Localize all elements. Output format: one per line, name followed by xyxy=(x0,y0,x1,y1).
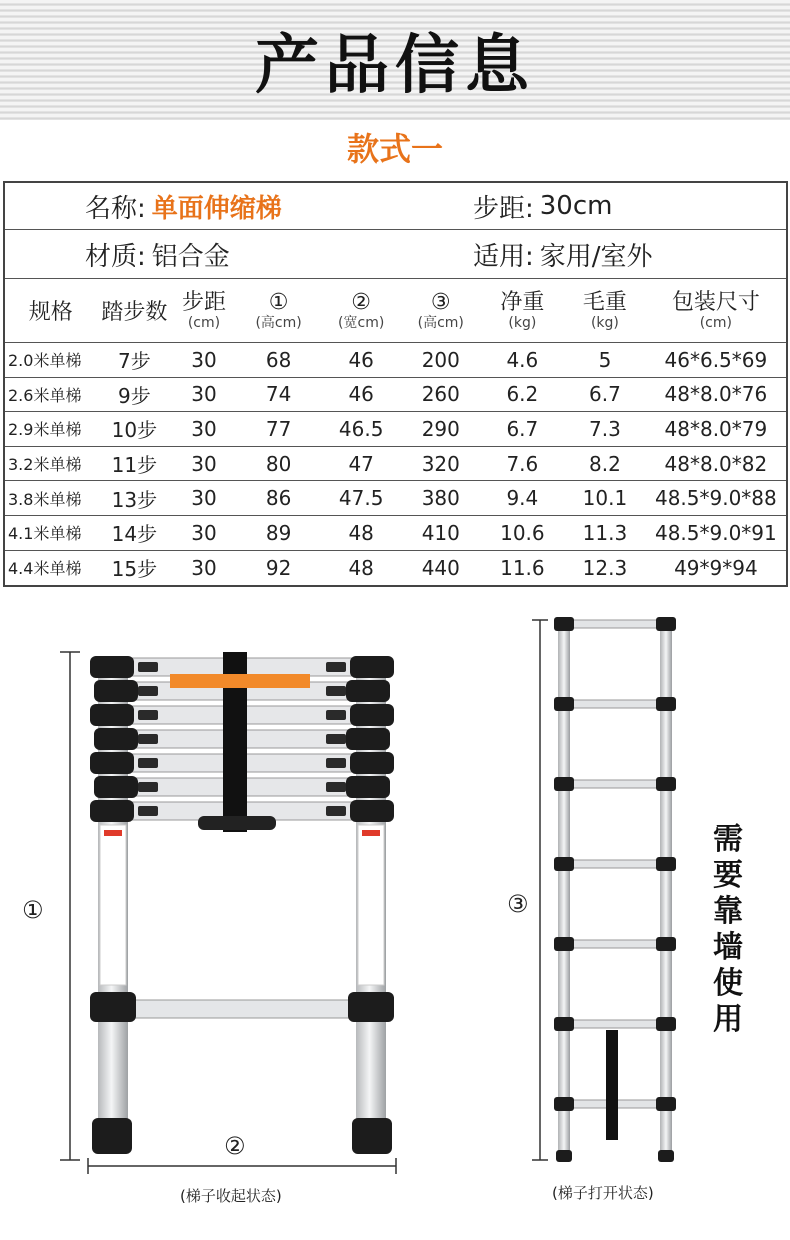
right-rung-tab xyxy=(326,806,346,816)
table-cell: 11.6 xyxy=(500,555,545,580)
table-cell: 74 xyxy=(265,382,292,407)
table-row xyxy=(5,551,786,586)
spec-header-unit: (cm) xyxy=(187,314,221,331)
open-ladder-illustration xyxy=(520,610,690,1180)
open-carry-strap xyxy=(606,1030,618,1140)
left-rung-tab xyxy=(138,734,158,744)
table-row xyxy=(5,447,786,482)
open-left-joint xyxy=(554,857,574,871)
open-left-joint xyxy=(554,1017,574,1031)
spec-header-1 xyxy=(97,279,173,342)
open-left-joint xyxy=(554,777,574,791)
table-cell: 11.3 xyxy=(582,520,628,545)
table-cell: 7.3 xyxy=(589,416,621,441)
table-cell: 2.6米单梯 xyxy=(8,385,82,405)
table-cell: 86 xyxy=(265,486,292,511)
table-cell: 5 xyxy=(598,347,612,372)
right-rung-joint xyxy=(350,800,394,822)
table-cell: 14步 xyxy=(111,522,158,547)
table-cell: 48.5*9.0*91 xyxy=(654,520,777,545)
table-cell: 7步 xyxy=(117,349,151,374)
right-label-header xyxy=(362,830,380,836)
closed-height-marker: ① xyxy=(22,896,44,924)
open-right-joint xyxy=(656,857,676,871)
spec-header-unit: (宽cm) xyxy=(338,314,385,331)
wall-note-char: 需 xyxy=(713,822,743,857)
table-cell: 30 xyxy=(191,347,217,372)
spec-header-4 xyxy=(321,279,401,342)
table-cell: 30 xyxy=(191,451,217,476)
style-title: 款式一 xyxy=(346,130,443,168)
table-cell: 48 xyxy=(348,520,374,545)
table-row xyxy=(5,481,786,516)
open-right-joint xyxy=(656,777,676,791)
left-rung-joint xyxy=(90,752,134,774)
warning-sticker xyxy=(170,674,310,688)
step-label: 步距: xyxy=(473,193,534,224)
spec-table-body xyxy=(5,343,786,585)
left-rung-joint xyxy=(90,800,134,822)
left-rung-tab xyxy=(138,782,158,792)
wall-note-char: 靠 xyxy=(713,894,743,929)
wall-note-char: 墙 xyxy=(713,930,743,965)
right-rung-joint xyxy=(346,728,390,750)
table-cell: 9.4 xyxy=(506,486,539,511)
table-cell: 11步 xyxy=(111,453,158,478)
table-cell: 12.3 xyxy=(582,555,628,580)
spec-header-main: 包装尺寸 xyxy=(671,289,760,315)
table-cell: 68 xyxy=(265,347,292,372)
right-rung-tab xyxy=(326,758,346,768)
spec-header-main: ③ xyxy=(430,289,451,315)
spec-header-main: 净重 xyxy=(500,289,545,315)
table-cell: 3.8米单梯 xyxy=(8,489,82,509)
spec-header-7 xyxy=(564,279,646,342)
table-cell: 7.6 xyxy=(506,451,539,476)
left-rung-joint xyxy=(94,680,138,702)
left-warning-label xyxy=(100,825,126,985)
left-rung-joint xyxy=(90,704,134,726)
table-cell: 8.2 xyxy=(589,451,621,476)
closed-width-marker: ② xyxy=(224,1132,246,1160)
name-value: 单面伸缩梯 xyxy=(151,193,282,224)
table-cell: 15步 xyxy=(111,557,158,582)
left-rung-tab xyxy=(138,758,158,768)
table-cell: 4.1米单梯 xyxy=(8,524,82,544)
open-right-foot xyxy=(658,1150,674,1162)
spec-header-3 xyxy=(236,279,322,342)
product-info-table xyxy=(3,181,788,587)
table-cell: 10步 xyxy=(111,418,158,443)
open-right-joint xyxy=(656,617,676,631)
usage-label: 适用: xyxy=(473,241,534,272)
open-rung xyxy=(566,940,664,948)
open-rung xyxy=(566,1020,664,1028)
spec-header-unit: (高cm) xyxy=(255,314,302,331)
table-cell: 48*8.0*79 xyxy=(664,416,768,441)
step-value: 30cm xyxy=(539,191,613,221)
right-rung-tab xyxy=(326,710,346,720)
table-cell: 30 xyxy=(191,520,217,545)
right-rung-tab xyxy=(326,734,346,744)
table-cell: 30 xyxy=(191,416,217,441)
spec-header-unit: (cm) xyxy=(699,314,732,331)
table-cell: 49*9*94 xyxy=(674,555,758,580)
right-rung-joint xyxy=(346,680,390,702)
wall-note-char: 用 xyxy=(713,1002,743,1037)
table-row xyxy=(5,412,786,447)
table-cell: 10.1 xyxy=(582,486,628,511)
open-rung xyxy=(566,620,664,628)
open-right-joint xyxy=(656,697,676,711)
table-cell: 3.2米单梯 xyxy=(8,455,82,475)
right-rung-joint xyxy=(350,656,394,678)
open-left-joint xyxy=(554,697,574,711)
right-rung-joint xyxy=(350,704,394,726)
wall-note-char: 要 xyxy=(713,858,743,893)
table-cell: 6.7 xyxy=(589,382,621,407)
spec-header-main: 踏步数 xyxy=(101,300,168,325)
header-banner xyxy=(0,0,790,120)
table-cell: 13步 xyxy=(111,487,158,512)
table-cell: 10.6 xyxy=(500,520,545,545)
table-cell: 440 xyxy=(421,555,460,580)
right-rung-joint xyxy=(346,776,390,798)
table-cell: 48 xyxy=(348,555,374,580)
table-cell: 77 xyxy=(265,416,292,441)
open-height-marker: ③ xyxy=(507,890,529,918)
right-rung-tab xyxy=(326,662,346,672)
table-cell: 48.5*9.0*88 xyxy=(654,486,777,511)
spec-header-main: ① xyxy=(268,289,289,315)
open-right-joint xyxy=(656,1017,676,1031)
closed-ladder-illustration xyxy=(20,640,420,1200)
material-value: 铝合金 xyxy=(151,241,230,272)
open-rung xyxy=(566,860,664,868)
closed-caption: (梯子收起状态) xyxy=(180,1187,282,1205)
open-right-joint xyxy=(656,937,676,951)
table-cell: 48*8.0*76 xyxy=(664,382,768,407)
open-left-joint xyxy=(554,1097,574,1111)
bottom-right-joint xyxy=(348,992,394,1022)
spec-header-6 xyxy=(481,279,565,342)
table-cell: 46 xyxy=(348,347,374,372)
material-label: 材质: xyxy=(85,241,146,272)
left-rung-tab xyxy=(138,686,158,696)
right-rung-tab xyxy=(326,686,346,696)
table-cell: 46*6.5*69 xyxy=(664,347,768,372)
spec-header-main: 毛重 xyxy=(582,289,627,315)
spec-header-5 xyxy=(401,279,481,342)
table-cell: 410 xyxy=(421,520,460,545)
table-cell: 46 xyxy=(348,382,374,407)
table-cell: 6.2 xyxy=(506,382,539,407)
table-row xyxy=(5,516,786,551)
open-rung xyxy=(566,700,664,708)
right-warning-label xyxy=(358,825,384,985)
table-cell: 30 xyxy=(191,555,217,580)
table-cell: 47 xyxy=(348,451,374,476)
table-cell: 48*8.0*82 xyxy=(664,451,768,476)
spec-header-unit: (kg) xyxy=(590,314,619,331)
table-cell: 92 xyxy=(265,555,292,580)
bottom-rung xyxy=(124,1000,360,1018)
table-cell: 9步 xyxy=(117,383,151,408)
table-cell: 47.5 xyxy=(338,486,384,511)
table-cell: 4.6 xyxy=(506,347,539,372)
info-row-material xyxy=(5,230,786,279)
table-cell: 290 xyxy=(421,416,460,441)
spec-header-main: 规格 xyxy=(28,300,73,325)
name-label: 名称: xyxy=(85,193,146,224)
left-rung-tab xyxy=(138,806,158,816)
left-rung-joint xyxy=(94,728,138,750)
left-rung-joint xyxy=(94,776,138,798)
open-left-joint xyxy=(554,617,574,631)
table-cell: 6.7 xyxy=(506,416,539,441)
open-rung xyxy=(566,780,664,788)
spec-table-header xyxy=(5,279,786,343)
open-caption: (梯子打开状态) xyxy=(552,1184,654,1202)
right-foot xyxy=(352,1118,392,1154)
table-cell: 380 xyxy=(421,486,460,511)
bottom-left-joint xyxy=(90,992,136,1022)
open-left-foot xyxy=(556,1150,572,1162)
spec-header-main: ② xyxy=(351,289,372,315)
left-label-header xyxy=(104,830,122,836)
wall-use-note xyxy=(708,822,748,1038)
spec-header-unit: (kg) xyxy=(508,314,537,331)
table-cell: 2.9米单梯 xyxy=(8,420,82,440)
table-cell: 30 xyxy=(191,486,217,511)
left-rung-joint xyxy=(90,656,134,678)
table-cell: 200 xyxy=(421,347,460,372)
table-cell: 4.4米单梯 xyxy=(8,559,82,579)
table-cell: 80 xyxy=(265,451,292,476)
usage-value: 家用/室外 xyxy=(539,241,653,272)
spec-header-main: 步距 xyxy=(181,289,226,315)
carry-handle xyxy=(198,816,276,830)
spec-header-unit: (高cm) xyxy=(417,314,464,331)
wall-note-char: 使 xyxy=(713,966,743,1001)
table-cell: 2.0米单梯 xyxy=(8,351,82,371)
table-cell: 30 xyxy=(191,382,217,407)
right-rung-tab xyxy=(326,782,346,792)
table-cell: 89 xyxy=(265,520,292,545)
info-row-name xyxy=(5,183,786,230)
spec-header-0 xyxy=(5,279,97,342)
open-right-joint xyxy=(656,1097,676,1111)
table-cell: 320 xyxy=(421,451,460,476)
left-rung-tab xyxy=(138,710,158,720)
table-row xyxy=(5,343,786,378)
open-left-joint xyxy=(554,937,574,951)
table-cell: 46.5 xyxy=(338,416,384,441)
right-rung-joint xyxy=(350,752,394,774)
left-foot xyxy=(92,1118,132,1154)
left-rung-tab xyxy=(138,662,158,672)
table-row xyxy=(5,378,786,413)
spec-header-8 xyxy=(646,279,786,342)
spec-header-2 xyxy=(172,279,236,342)
banner-title: 产品信息 xyxy=(255,29,535,103)
table-cell: 260 xyxy=(421,382,460,407)
